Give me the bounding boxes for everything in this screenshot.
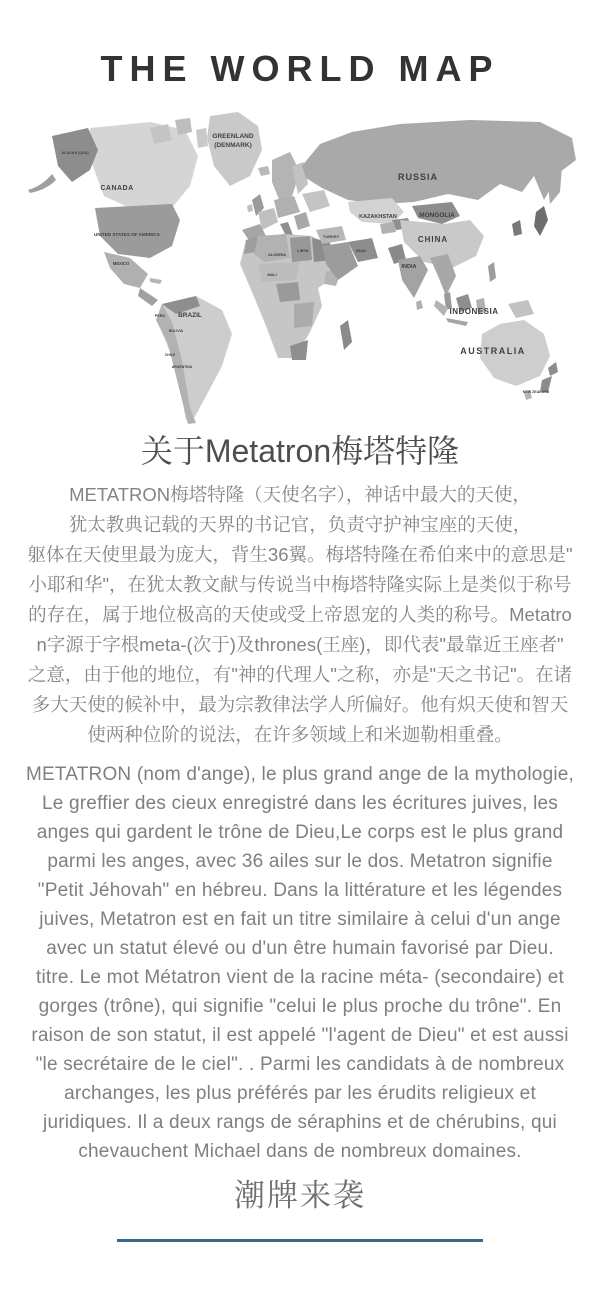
paragraph-line: 使两种位阶的说法，在许多领域上和米迦勒相重叠。 bbox=[87, 724, 513, 745]
paragraph-line: 躯体在天使里最为庞大，背生36翼。梅塔特隆在希伯来中的意思是" bbox=[27, 544, 573, 565]
map-label-mali: MALI bbox=[267, 273, 277, 277]
paragraph-line: titre. Le mot Métatron vient de la racine méta- (secondaire) et bbox=[36, 967, 564, 988]
paragraph-line: anges qui gardent le trône de Dieu,Le corps est le plus grand bbox=[36, 822, 564, 843]
map-region bbox=[276, 282, 300, 302]
map-label-libya: LIBYA bbox=[297, 248, 309, 253]
about-paragraph-fr bbox=[0, 760, 600, 1166]
paragraph-line: "Petit Jéhovah" en hébreu. Dans la littérature et les légendes bbox=[37, 880, 563, 901]
paragraph-line: 多大天使的候补中，最为宗教律法学人所偏好。他有炽天使和智天 bbox=[31, 694, 569, 715]
map-label-brazil: BRAZIL bbox=[178, 312, 202, 319]
about-paragraph-cn bbox=[0, 480, 600, 750]
page-title: THE WORLD MAP bbox=[100, 48, 500, 89]
world-map bbox=[0, 108, 600, 424]
map-label-australia: AUSTRALIA bbox=[460, 346, 526, 356]
map-label-russia: RUSSIA bbox=[397, 172, 439, 182]
map-region bbox=[258, 262, 300, 282]
map-label-india: INDIA bbox=[401, 264, 417, 270]
paragraph-line: juridiques. Il a deux rangs de séraphins et de chérubins, qui bbox=[43, 1112, 557, 1133]
map-label-peru: PERU bbox=[154, 314, 166, 318]
footer-heading: 潮牌来袭 bbox=[234, 1178, 366, 1213]
paragraph-line: 犹太教典记载的天界的书记官，负责守护神宝座的天使， bbox=[68, 514, 532, 535]
map-label-greenland-2: (DENMARK) bbox=[214, 142, 252, 149]
paragraph-line: 小耶和华"，在犹太教文献与传说当中梅塔特隆实际上是类似于称号 bbox=[28, 574, 572, 595]
map-label-argentina: ARGENTINA bbox=[171, 365, 193, 369]
map-label-turkey: TURKEY bbox=[322, 234, 340, 239]
paragraph-line: Le greffier des cieux enregistré dans les écritures juives, les bbox=[42, 793, 558, 814]
paragraph-line: chevauchent Michael dans de nombreux domaines. bbox=[78, 1141, 522, 1162]
map-label-indonesia: INDONESIA bbox=[449, 307, 499, 316]
map-label-iran: IRAN bbox=[356, 248, 366, 253]
paragraph-line: archanges, les plus préférés par les érudits religieux et bbox=[64, 1083, 536, 1104]
paragraph-line: raison de son statut, il est appelé "l'agent de Dieu" et est aussi bbox=[31, 1025, 569, 1046]
paragraph-line: 之意，由于他的地位，有"神的代理人"之称，亦是"天之书记"。在诸 bbox=[27, 664, 573, 685]
paragraph-line: parmi les anges, avec 36 ailes sur le dos. Metatron signifie bbox=[47, 851, 553, 872]
map-region bbox=[254, 234, 290, 262]
paragraph-line: 的存在，属于地位极高的天使或受上帝恩宠的人类的称号。Metatro bbox=[28, 604, 572, 625]
map-label-usa: UNITED STATES OF AMERICA bbox=[93, 232, 161, 237]
map-label-chile: CHILE bbox=[164, 353, 176, 357]
map-label-canada: CANADA bbox=[100, 185, 134, 192]
about-heading-cn: 关于Metatron梅塔特隆 bbox=[140, 433, 460, 469]
paragraph-line: avec un statut élevé ou d'un être humain favorisé par Dieu. bbox=[46, 938, 554, 959]
paragraph-line: n字源于字根meta-(次于)及thrones(王座)，即代表"最靠近王座者" bbox=[36, 634, 564, 655]
map-label-mongolia: MONGOLIA bbox=[419, 212, 455, 219]
map-label-bolivia: BOLIVIA bbox=[168, 329, 184, 333]
paragraph-line: METATRON (nom d'ange), le plus grand ange de la mythologie, bbox=[25, 764, 575, 785]
map-label-new-zealand: NEW ZEALAND bbox=[522, 390, 550, 394]
map-region bbox=[196, 128, 208, 148]
map-label-china: CHINA bbox=[417, 235, 449, 244]
paragraph-line: gorges (trône), qui signifie "celui le plus proche du trône". En bbox=[38, 996, 562, 1017]
map-label-kazakhstan: KAZAKHSTAN bbox=[359, 214, 397, 220]
paragraph-line: juives, Metatron est en fait un titre similaire à celui d'un ange bbox=[39, 909, 561, 930]
map-region bbox=[380, 222, 396, 234]
map-region bbox=[294, 302, 314, 328]
map-label-greenland: GREENLAND bbox=[212, 133, 254, 140]
map-label-mexico: MEXICO bbox=[112, 261, 130, 266]
paragraph-line: "le secrétaire de le ciel". . Parmi les candidats à de nombreux bbox=[35, 1054, 565, 1075]
divider-line bbox=[117, 1239, 483, 1242]
map-label-alaska: ALASKA (USA) bbox=[61, 151, 89, 155]
paragraph-line: METATRON梅塔特隆（天使名字），神话中最大的天使， bbox=[69, 484, 531, 505]
map-region bbox=[175, 118, 192, 135]
map-label-algeria: ALGERIA bbox=[268, 252, 286, 257]
